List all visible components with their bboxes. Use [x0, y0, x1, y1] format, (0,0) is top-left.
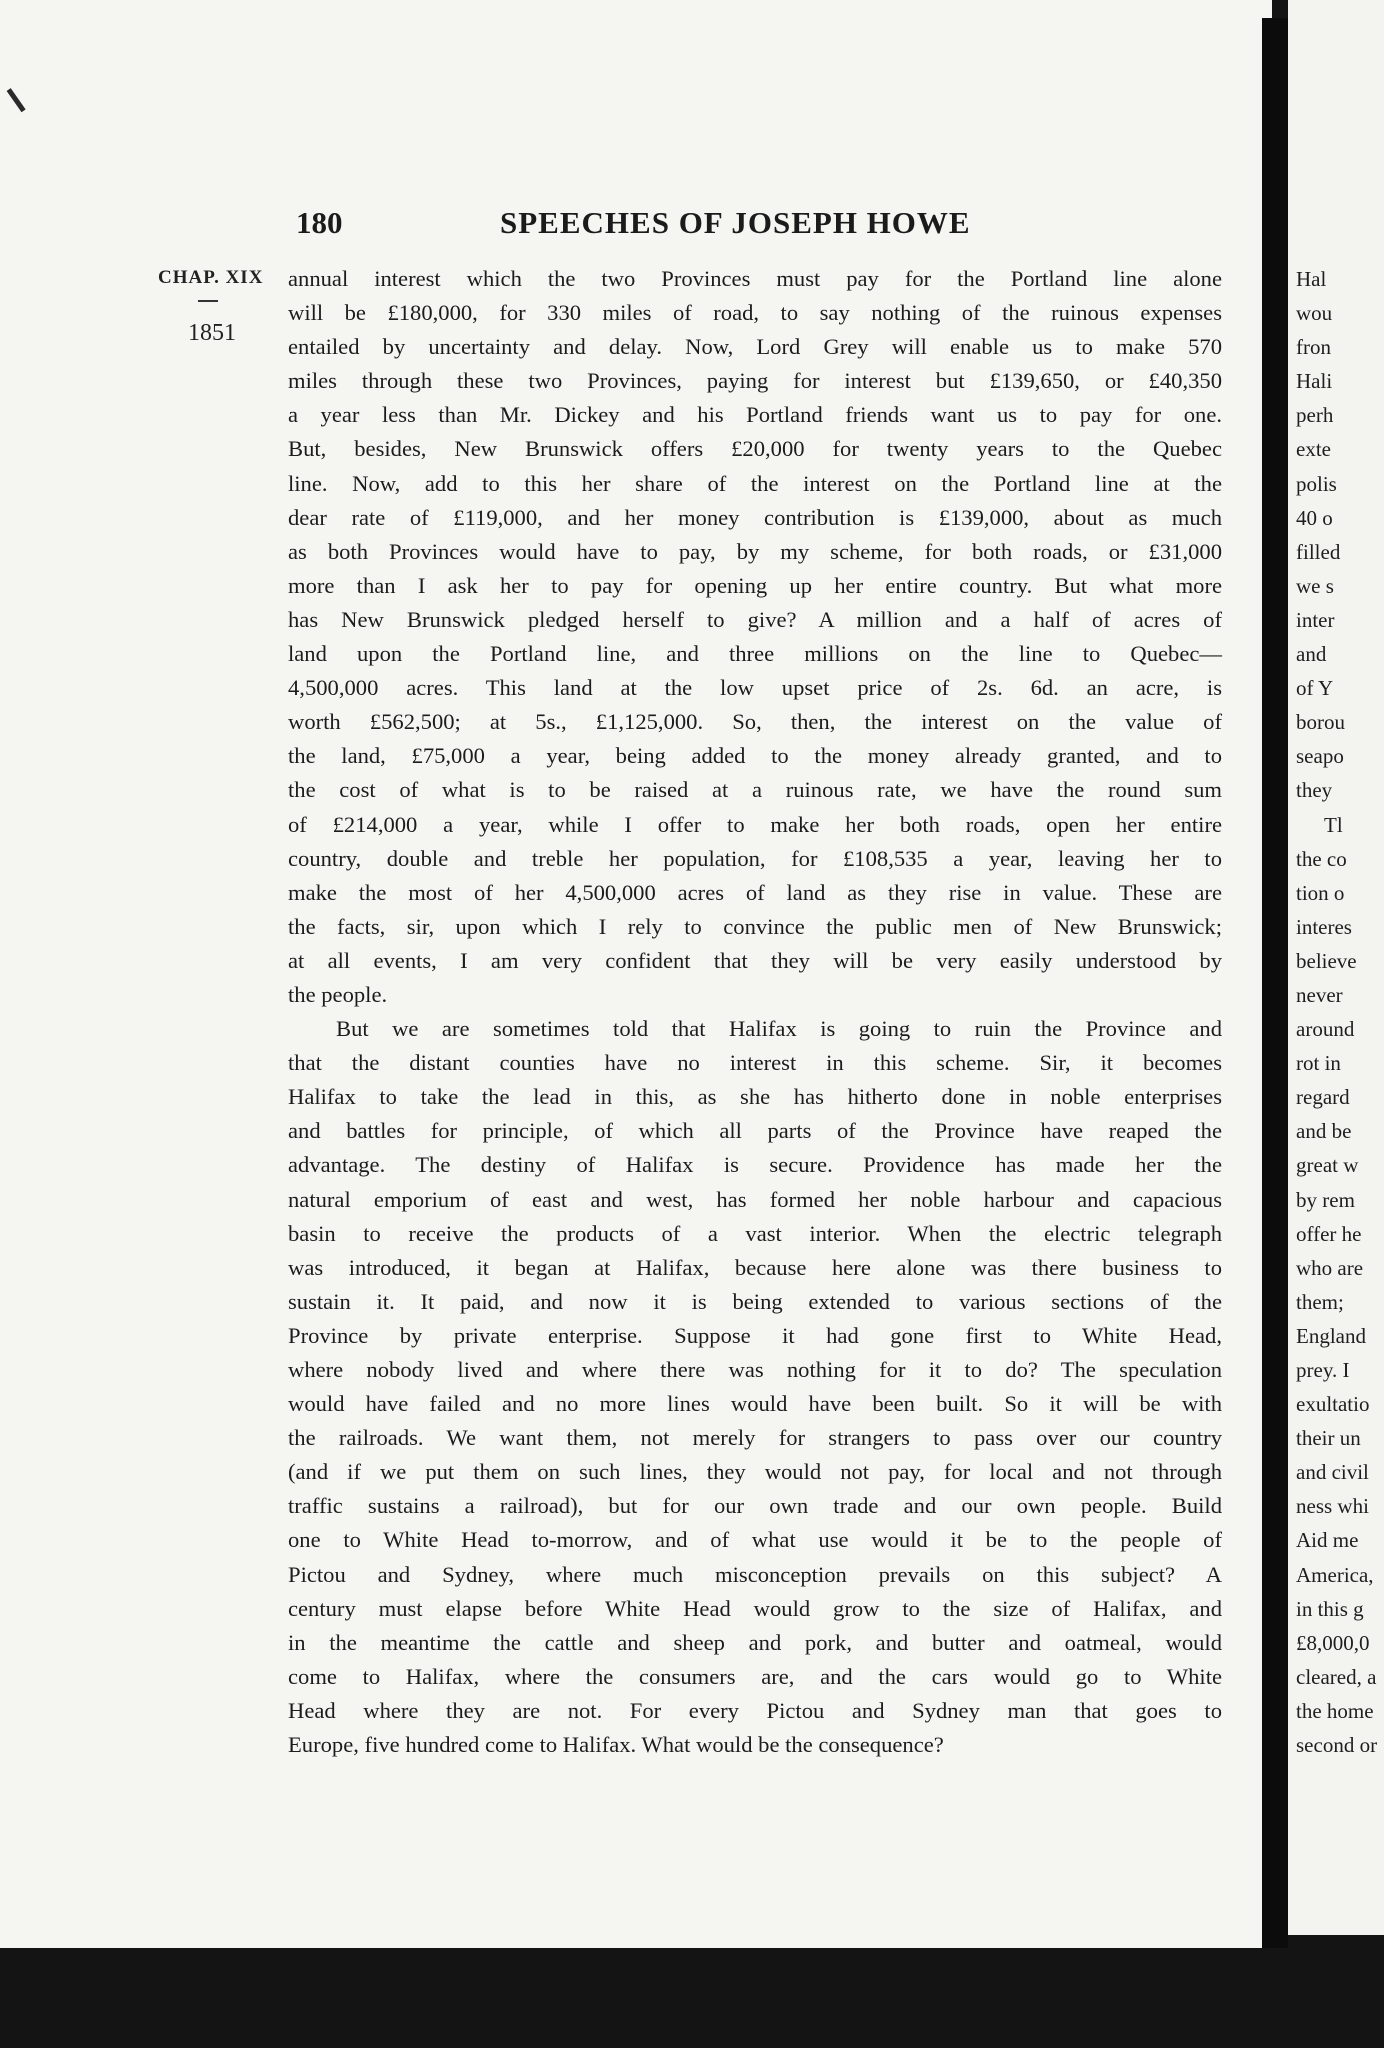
adjacent-text-fragment: wou: [1296, 301, 1333, 326]
adjacent-text-fragment: the home: [1296, 1698, 1374, 1723]
text-line: worth £562,500; at 5s., £1,125,000. So, then, the interest on the value of: [288, 709, 1222, 735]
text-line: century must elapse before White Head would grow to the size of Halifax, and: [288, 1595, 1222, 1621]
adjacent-text-fragment: never: [1296, 982, 1343, 1007]
adjacent-text-fragment: Hal: [1296, 267, 1327, 291]
text-line: advantage. The destiny of Halifax is secure. Providence has made her the: [288, 1152, 1222, 1178]
text-line: the land, £75,000 a year, being added to the money already granted, and to: [288, 743, 1222, 769]
adjacent-page: [1288, 0, 1384, 1935]
text-line: make the most of her 4,500,000 acres of land as they rise in value. These are: [288, 879, 1222, 905]
text-line: Pictou and Sydney, where much misconception prevails on this subject? A: [288, 1561, 1222, 1587]
text-line: the railroads. We want them, not merely for strangers to pass over our country: [288, 1425, 1222, 1451]
adjacent-text-fragment: in this g: [1296, 1596, 1364, 1621]
adjacent-text-fragment: and: [1296, 642, 1327, 667]
text-line: was introduced, it began at Halifax, because here alone was there business to: [288, 1254, 1222, 1280]
margin-year-note: 1851: [188, 320, 236, 346]
book-spine-shadow: [1262, 18, 1288, 1948]
text-line: Province by private enterprise. Suppose it had gone first to White Head,: [288, 1322, 1222, 1348]
text-line: basin to receive the products of a vast interior. When the electric telegraph: [288, 1220, 1222, 1246]
text-line: the cost of what is to be raised at a ruinous rate, we have the round sum: [288, 777, 1222, 803]
text-line: 4,500,000 acres. This land at the low upset price of 2s. 6d. an acre, is: [288, 675, 1222, 701]
margin-chapter-note: CHAP. XIX: [158, 267, 264, 288]
text-line: traffic sustains a railroad), but for our own trade and our own people. Build: [288, 1493, 1222, 1519]
adjacent-text-fragment: and civil: [1296, 1460, 1369, 1485]
adjacent-text-fragment: around: [1296, 1017, 1355, 1042]
text-line: the people.: [288, 981, 388, 1007]
text-line: has New Brunswick pledged herself to give? A million and a half of acres of: [288, 606, 1222, 632]
adjacent-text-fragment: borou: [1296, 710, 1345, 735]
adjacent-text-fragment: them;: [1296, 1289, 1344, 1314]
adjacent-text-fragment: Hali: [1296, 369, 1333, 394]
adjacent-text-fragment: ness whi: [1296, 1494, 1369, 1519]
text-line: dear rate of £119,000, and her money contribution is £139,000, about as much: [288, 504, 1222, 530]
text-line: (and if we put them on such lines, they would not pay, for local and not through: [288, 1459, 1222, 1485]
text-line: where nobody lived and where there was nothing for it to do? The speculation: [288, 1357, 1222, 1382]
adjacent-text-fragment: of Y: [1296, 676, 1334, 701]
adjacent-text-fragment: cleared, a: [1296, 1664, 1377, 1689]
adjacent-text-fragment: America,: [1296, 1562, 1374, 1587]
text-line: Head where they are not. For every Pictou and Sydney man that goes to: [288, 1697, 1222, 1723]
adjacent-text-fragment: by rem: [1296, 1187, 1355, 1212]
text-line: But we are sometimes told that Halifax is going to ruin the Province and: [336, 1016, 1222, 1042]
text-line: But, besides, New Brunswick offers £20,000 for twenty years to the Quebec: [288, 436, 1222, 462]
adjacent-text-fragment: seapo: [1296, 744, 1344, 769]
adjacent-text-fragment: great w: [1296, 1153, 1359, 1178]
scan-background: [0, 1948, 1384, 2048]
adjacent-text-fragment: Aid me: [1296, 1528, 1359, 1553]
text-line: sustain it. It paid, and now it is being extended to various sections of the: [288, 1288, 1222, 1314]
text-line: that the distant counties have no interest in this scheme. Sir, it becomes: [288, 1050, 1222, 1076]
text-line: entailed by uncertainty and delay. Now, Lord Grey will enable us to make 570: [288, 334, 1222, 360]
text-line: a year less than Mr. Dickey and his Portland friends want us to pay for one.: [288, 402, 1222, 428]
adjacent-text-fragment: 40 o: [1296, 505, 1333, 530]
adjacent-text-fragment: polis: [1296, 471, 1337, 496]
text-line: the facts, sir, upon which I rely to convince the public men of New Brunswick;: [288, 913, 1222, 939]
text-line: as both Provinces would have to pay, by my scheme, for both roads, or £31,000: [288, 538, 1222, 564]
adjacent-text-fragment: interes: [1296, 914, 1352, 939]
text-line: land upon the Portland line, and three millions on the line to Quebec—: [288, 641, 1222, 667]
adjacent-text-fragment: who are: [1296, 1255, 1364, 1280]
running-title: SPEECHES OF JOSEPH HOWE: [500, 205, 971, 240]
text-line: natural emporium of east and west, has formed her noble harbour and capacious: [288, 1186, 1222, 1212]
adjacent-text-fragment: prey. I: [1296, 1358, 1350, 1382]
text-line: and battles for principle, of which all parts of the Province have reaped the: [288, 1118, 1222, 1144]
text-line: country, double and treble her population, for £108,535 a year, leaving her to: [288, 845, 1222, 871]
margin-divider: [198, 300, 218, 302]
adjacent-text-fragment: filled: [1296, 539, 1341, 564]
text-line: come to Halifax, where the consumers are, and the cars would go to White: [288, 1663, 1222, 1689]
adjacent-text-fragment: exte: [1296, 437, 1331, 462]
text-line: Europe, five hundred come to Halifax. What would be the consequence?: [288, 1732, 944, 1758]
adjacent-text-fragment: we s: [1296, 573, 1334, 598]
text-line: would have failed and no more lines would have been built. So it will be with: [288, 1391, 1222, 1417]
adjacent-text-fragment: perh: [1296, 403, 1334, 428]
text-line: more than I ask her to pay for opening up her entire country. But what more: [288, 572, 1222, 598]
adjacent-text-fragment: Tl: [1324, 812, 1343, 837]
adjacent-text-fragment: they: [1296, 778, 1333, 803]
text-line: at all events, I am very confident that they will be very easily understood by: [288, 947, 1222, 973]
adjacent-text-fragment: regard: [1296, 1085, 1350, 1110]
adjacent-text-fragment: tion o: [1296, 880, 1345, 905]
adjacent-text-fragment: inter: [1296, 607, 1335, 632]
text-line: in the meantime the cattle and sheep and pork, and butter and oatmeal, would: [288, 1629, 1222, 1655]
adjacent-text-fragment: their un: [1296, 1426, 1361, 1451]
page-number: 180: [296, 205, 343, 240]
text-line: line. Now, add to this her share of the interest on the Portland line at the: [288, 470, 1222, 496]
text-line: of £214,000 a year, while I offer to make her both roads, open her entire: [288, 811, 1222, 837]
adjacent-text-fragment: and be: [1296, 1119, 1352, 1144]
text-line: will be £180,000, for 330 miles of road, to say nothing of the ruinous expenses: [288, 300, 1222, 326]
adjacent-text-fragment: second or: [1296, 1733, 1378, 1758]
text-line: Halifax to take the lead in this, as she has hitherto done in noble enterprises: [288, 1084, 1222, 1110]
text-line: miles through these two Provinces, paying for interest but £139,650, or £40,350: [288, 368, 1222, 394]
adjacent-text-fragment: believe: [1296, 948, 1357, 973]
adjacent-text-fragment: rot in: [1296, 1051, 1341, 1076]
adjacent-text-fragment: exultatio: [1296, 1392, 1370, 1417]
text-line: annual interest which the two Provinces must pay for the Portland line alone: [288, 266, 1222, 291]
adjacent-text-fragment: offer he: [1296, 1221, 1362, 1246]
body-text: [288, 262, 1222, 1762]
adjacent-page-text: [1296, 262, 1377, 1762]
adjacent-text-fragment: £8,000,0: [1296, 1630, 1370, 1655]
adjacent-text-fragment: fron: [1296, 335, 1331, 360]
adjacent-text-fragment: the co: [1296, 846, 1347, 871]
scan-corner-mark: [7, 78, 41, 112]
text-line: one to White Head to-morrow, and of what use would it be to the people of: [288, 1527, 1222, 1553]
adjacent-text-fragment: England: [1296, 1323, 1366, 1348]
